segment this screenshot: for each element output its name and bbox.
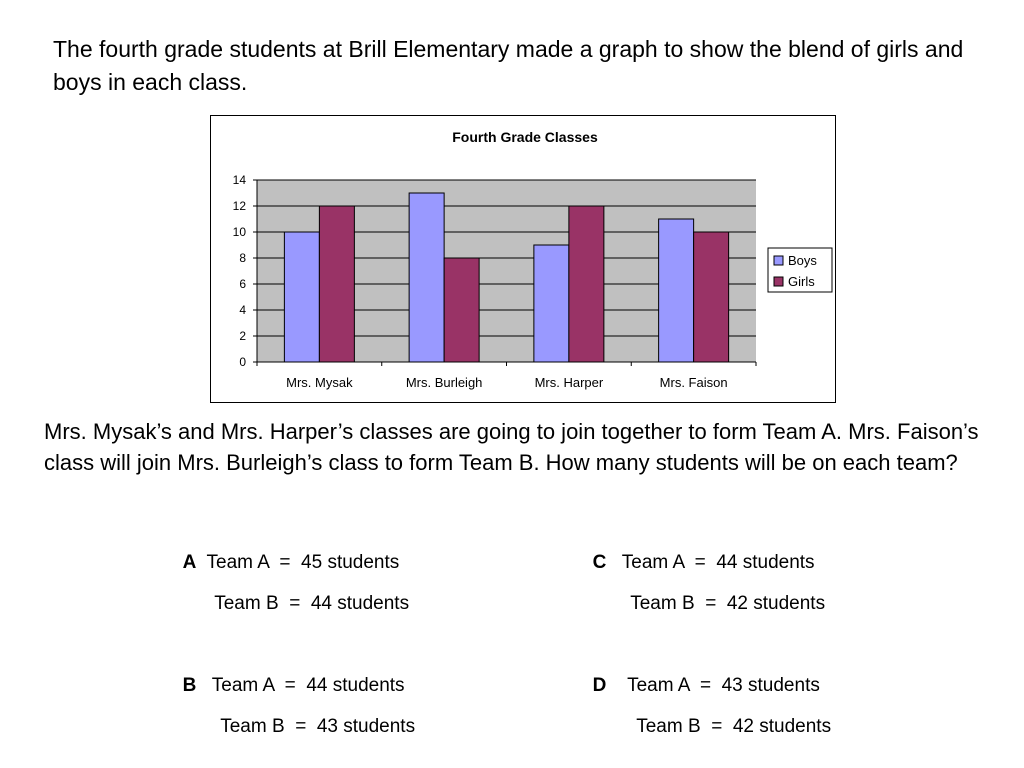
chart-title: Fourth Grade Classes	[452, 129, 598, 145]
option-a-team-b: Team B = 44 students	[214, 593, 410, 614]
y-tick-label: 0	[239, 355, 246, 369]
option-c[interactable]	[582, 530, 815, 574]
option-d-team-b: Team B = 42 students	[636, 716, 832, 737]
option-d-team-b-line[interactable]	[626, 694, 831, 738]
legend-label-boys: Boys	[788, 253, 817, 268]
y-tick-label: 14	[232, 173, 246, 187]
legend-swatch-girls	[774, 277, 783, 286]
option-a[interactable]	[172, 530, 399, 574]
option-c-team-b: Team B = 42 students	[630, 593, 826, 614]
chart-container	[210, 115, 836, 403]
y-tick-label: 2	[239, 329, 246, 343]
bar-girls-4	[694, 232, 729, 362]
bar-boys-2	[409, 193, 444, 362]
intro-text: The fourth grade students at Brill Elementary made a graph to show the blend of girls and boys in each class.	[53, 36, 964, 95]
y-tick-label: 4	[239, 303, 246, 317]
bar-chart	[211, 116, 837, 404]
option-b-letter: B	[182, 675, 197, 696]
bar-boys-4	[659, 219, 694, 362]
option-c-team-b-line[interactable]	[620, 571, 825, 615]
option-a-team-a: Team A = 45 students	[206, 552, 400, 573]
x-category-label: Mrs. Mysak	[286, 375, 353, 390]
option-a-team-b-line[interactable]	[204, 571, 409, 615]
legend-label-girls: Girls	[788, 274, 815, 289]
x-category-label: Mrs. Harper	[534, 375, 604, 390]
option-b[interactable]	[172, 653, 405, 697]
y-tick-label: 8	[239, 251, 246, 265]
legend-swatch-boys	[774, 256, 783, 265]
x-category-label: Mrs. Faison	[659, 375, 728, 390]
bar-boys-1	[284, 232, 319, 362]
bar-girls-3	[569, 206, 604, 362]
y-tick-label: 6	[239, 277, 246, 291]
bar-boys-3	[534, 245, 569, 362]
option-d-team-a: Team A = 43 students	[627, 675, 820, 696]
option-b-team-a: Team A = 44 students	[211, 675, 405, 696]
option-b-team-b: Team B = 43 students	[220, 716, 416, 737]
option-d-letter: D	[592, 675, 607, 696]
question-text: Mrs. Mysak’s and Mrs. Harper’s classes are going to join together to form Team A. Mrs. Faison’s class will join Mrs. Burleigh’s class to form Team B. How many students will be on each team?	[44, 419, 979, 475]
option-c-letter: C	[592, 552, 607, 573]
option-d[interactable]	[582, 653, 820, 697]
option-c-team-a: Team A = 44 students	[621, 552, 815, 573]
option-a-letter: A	[182, 552, 197, 573]
y-tick-label: 10	[232, 225, 246, 239]
x-category-label: Mrs. Burleigh	[405, 375, 483, 390]
bar-girls-2	[444, 258, 479, 362]
bar-girls-1	[319, 206, 354, 362]
y-tick-label: 12	[232, 199, 246, 213]
option-b-team-b-line[interactable]	[210, 694, 415, 738]
